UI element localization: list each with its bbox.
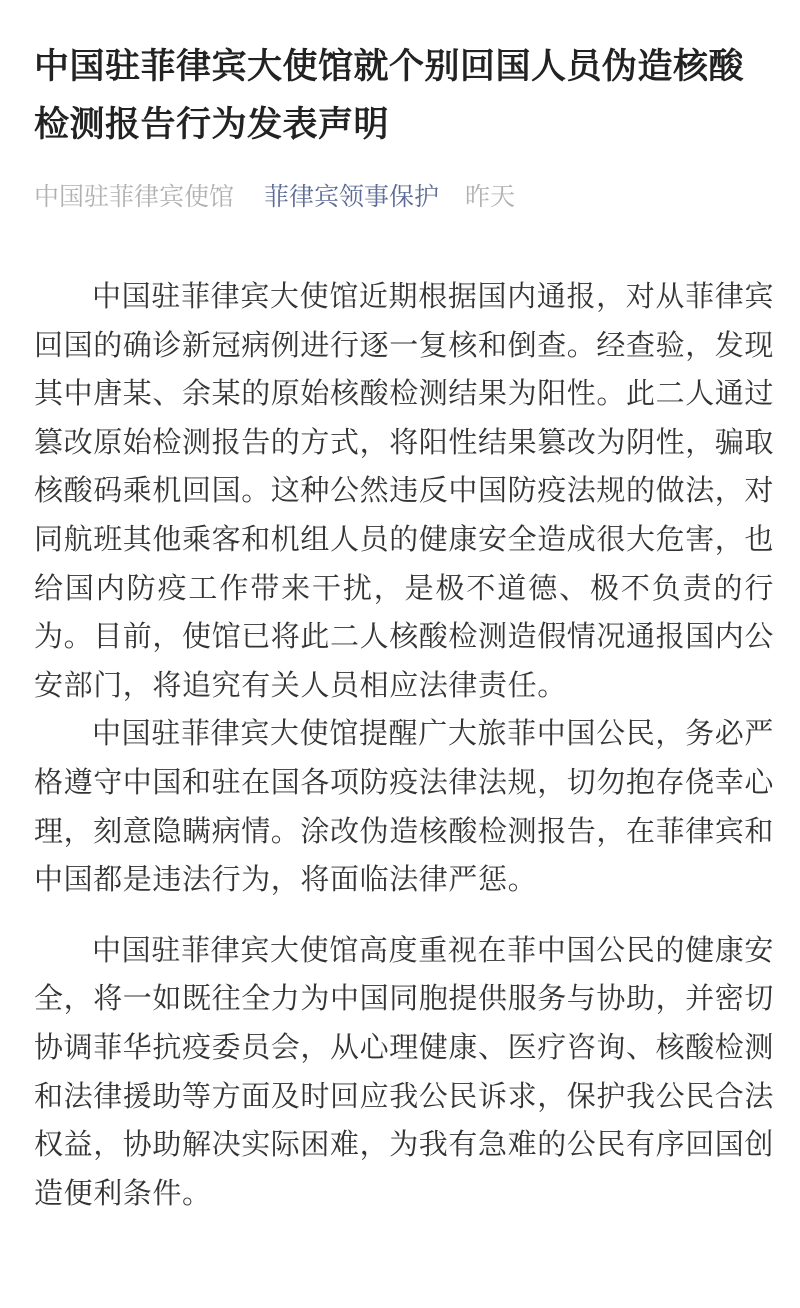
article xyxy=(34,38,774,1217)
article-meta xyxy=(34,180,774,214)
body-paragraph: 中国驻菲律宾大使馆近期根据国内通报，对从菲律宾回国的确诊新冠病例进行逐一复核和倒查。经查验，发现其中唐某、余某的原始核酸检测结果为阳性。此二人通过篡改原始检测报告的方式，将阳性结果篡改为阴性，骗取核酸码乘机回国。这种公然违反中国防疫法规的做法，对同航班其他乘客和机组人员的健康安全造成很大危害，也给国内防疫工作带来干扰，是极不道德、极不负责的行为。目前，使馆已将此二人核酸检测造假情况通报国内公安部门，将追究有关人员相应法律责任。 xyxy=(34,279,775,702)
publish-time: 昨天 xyxy=(464,182,515,211)
body-paragraph: 中国驻菲律宾大使馆提醒广大旅菲中国公民，务必严格遵守中国和驻在国各项防疫法律法规，切勿抱存侥幸心理，刻意隐瞒病情。涂改伪造核酸检测报告，在菲律宾和中国都是违法行为，将面临法律严惩。 xyxy=(34,716,775,897)
body-paragraph: 中国驻菲律宾大使馆高度重视在菲中国公民的健康安全，将一如既往全力为中国同胞提供服务与协助，并密切协调菲华抗疫委员会，从心理健康、医疗咨询、核酸检测和法律援助等方面及时回应我公民诉求，保护我公民合法权益，协助解决实际困难，为我有急难的公民有序回国创造便利条件。 xyxy=(34,932,775,1210)
account-link[interactable]: 菲律宾领事保护 xyxy=(263,182,439,211)
article-body xyxy=(34,272,774,1217)
author-name: 中国驻菲律宾使馆 xyxy=(34,182,235,211)
article-title: 中国驻菲律宾大使馆就个别回国人员伪造核酸检测报告行为发表声明 xyxy=(34,47,745,145)
